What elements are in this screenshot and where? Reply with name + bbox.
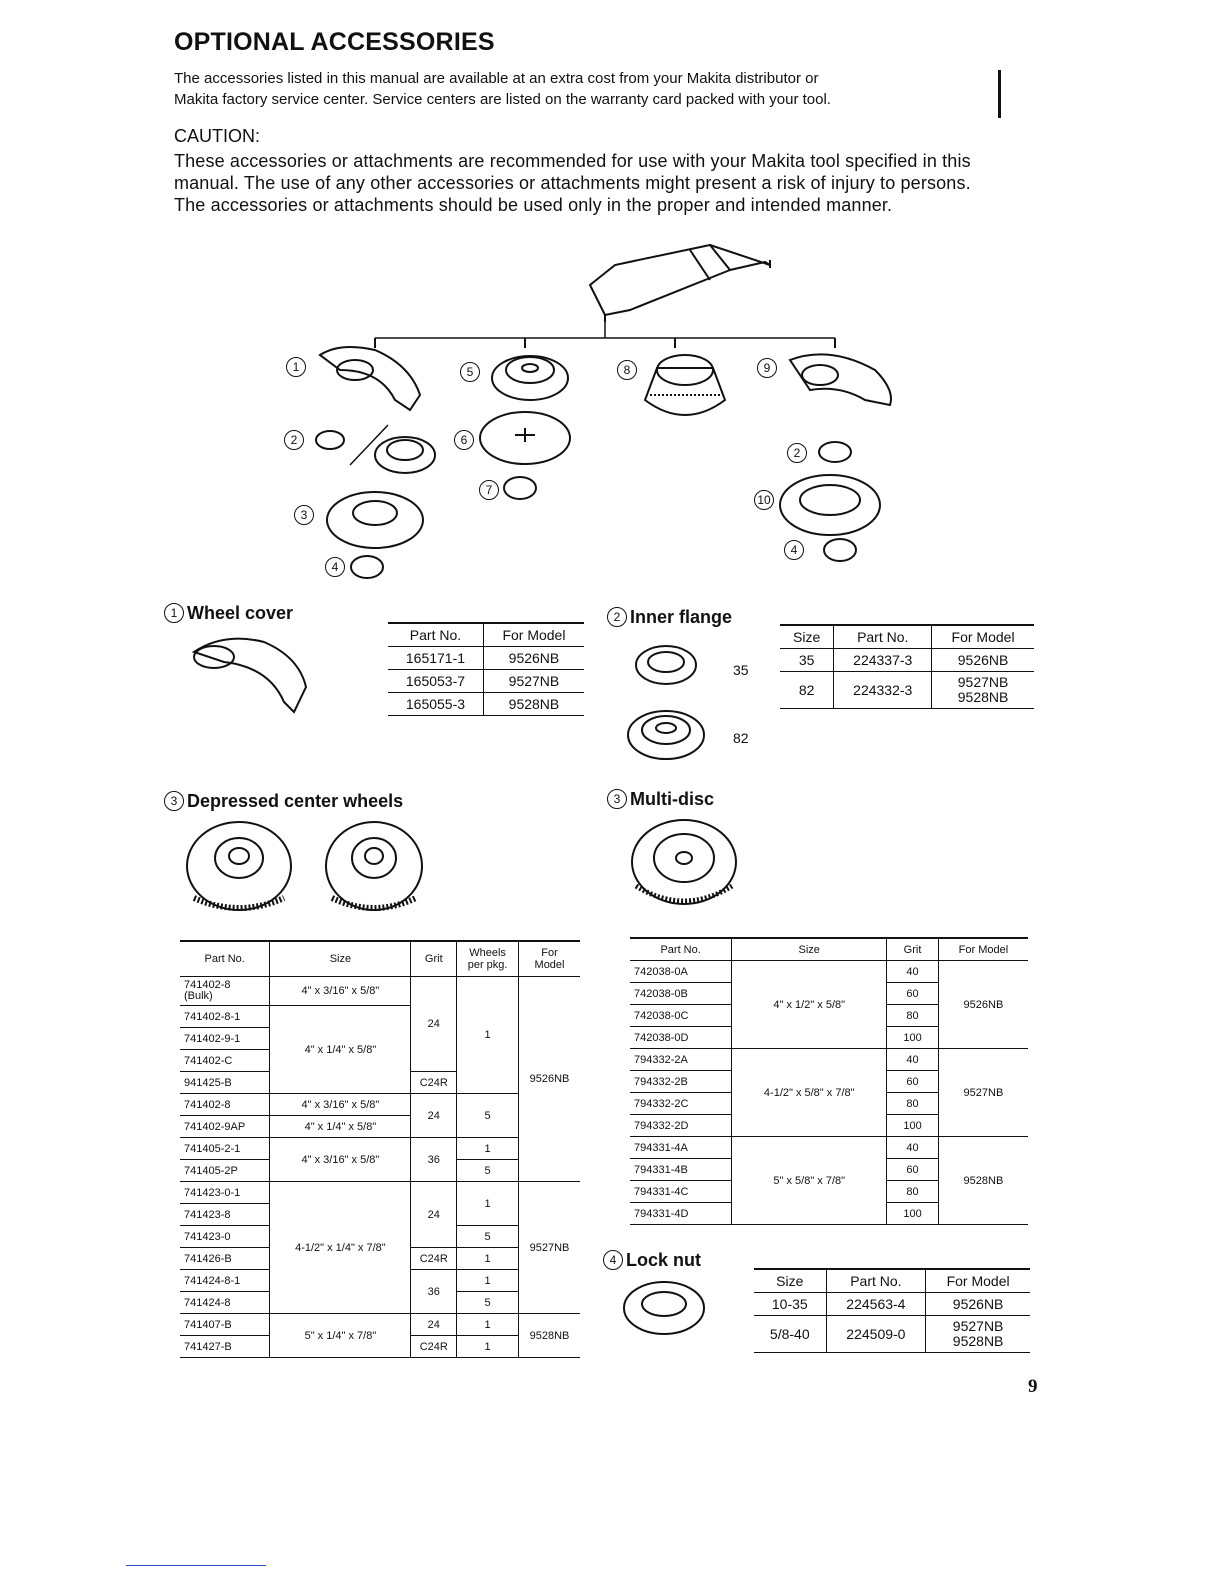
intro-line: The accessories listed in this manual are available at an extra cost from your Makita distributor or <box>174 70 819 87</box>
lock-nut-icon <box>620 1278 710 1338</box>
callout-6: 6 <box>454 430 477 451</box>
multi-disc-icon <box>628 816 748 916</box>
table-row: 794332-2D 100 <box>630 1115 1028 1137</box>
lock-nut-heading: 4 Lock nut <box>603 1250 701 1271</box>
table-row: 741402-8 (Bulk) 4" x 3/16" x 5/8" 24 1 9526NB <box>180 977 580 1006</box>
table-row: 794332-2C 80 <box>630 1093 1028 1115</box>
flange-size-82: 82 <box>733 730 749 746</box>
col-header: Grit <box>887 938 939 961</box>
change-bar <box>998 70 1001 118</box>
table-row: 794332-2B 60 <box>630 1071 1028 1093</box>
table-row: 741402-9-1 <box>180 1028 580 1050</box>
table-row: 10-35 224563-4 9526NB <box>754 1293 1030 1316</box>
table-row: 941425-B C24R <box>180 1072 580 1094</box>
table-row: 794331-4B 60 <box>630 1159 1028 1181</box>
depressed-wheel-illustration <box>327 492 423 548</box>
table-row: 742038-0A 4" x 1/2" x 5/8" 40 9526NB <box>630 961 1028 983</box>
callout-7: 7 <box>479 480 502 501</box>
angle-grinder-illustration <box>590 245 770 322</box>
col-header: Part No. <box>180 941 270 977</box>
col-header: For Model <box>483 623 584 647</box>
table-row: 741427-B C24R 1 <box>180 1336 580 1358</box>
table-row: 741402-8 4" x 3/16" x 5/8" 24 5 <box>180 1094 580 1116</box>
inner-flange-heading: 2 Inner flange <box>607 607 732 628</box>
lock-nut-7-illustration <box>504 477 536 499</box>
col-header: For Model <box>932 625 1034 649</box>
callout-5: 5 <box>460 362 483 383</box>
table-row: 741426-B C24R 1 <box>180 1248 580 1270</box>
table-row: 741423-8 <box>180 1204 580 1226</box>
caution-line: manual. The use of any other accessories or attachments might present a risk of injury to persons. <box>174 173 971 193</box>
wheel-cover-9-illustration <box>790 354 891 405</box>
table-row: 741424-8-1 36 1 <box>180 1270 580 1292</box>
caution-line: These accessories or attachments are recommended for use with your Makita tool specified in this <box>174 151 971 171</box>
table-row: 165053-7 9527NB <box>388 670 584 693</box>
page-title: OPTIONAL ACCESSORIES <box>174 28 495 56</box>
col-header: For Model <box>926 1269 1030 1293</box>
depressed-wheel-icons <box>184 818 434 918</box>
col-header: Part No. <box>388 623 483 647</box>
table-row: 741423-0 5 <box>180 1226 580 1248</box>
cup-brush-illustration <box>645 355 725 415</box>
intro-line: Makita factory service center. Service centers are listed on the warranty card packed with your tool. <box>174 91 831 108</box>
table-row: 165171-1 9526NB <box>388 647 584 670</box>
inner-flange-illustration <box>316 425 435 473</box>
intro-text <box>174 68 974 110</box>
page-number: 9 <box>1028 1376 1038 1397</box>
col-header: For Model <box>938 938 1028 961</box>
footer-rule <box>126 1565 266 1566</box>
multidisc-table <box>630 937 1028 1225</box>
table-row: 742038-0D 100 <box>630 1027 1028 1049</box>
table-row: 5/8-40 224509-0 9527NB 9528NB <box>754 1316 1030 1353</box>
table-row: 165055-3 9528NB <box>388 693 584 716</box>
inner-flange-right-illustration <box>819 442 851 462</box>
table-row: 794331-4D 100 <box>630 1203 1028 1225</box>
disc-5-illustration <box>492 356 568 400</box>
table-row: 741402-8-1 4" x 1/4" x 5/8" <box>180 1006 580 1028</box>
col-header: Size <box>780 625 834 649</box>
col-header: For Model <box>519 941 580 977</box>
callout-2b: 2 <box>787 443 810 464</box>
caution-line: The accessories or attachments should be used only in the proper and intended manner. <box>174 195 893 215</box>
col-header: Wheels per pkg. <box>457 941 519 977</box>
table-row: 794332-2A 4-1/2" x 5/8" x 7/8" 40 9527NB <box>630 1049 1028 1071</box>
multi-disc-illustration <box>780 475 880 535</box>
col-header: Grit <box>411 941 457 977</box>
col-header: Part No. <box>826 1269 926 1293</box>
lock-nut-illustration <box>351 539 856 578</box>
depressed-table <box>180 940 580 1358</box>
wheel-cover-table <box>388 622 584 716</box>
inner-flange-table <box>780 624 1034 709</box>
table-row: 35 224337-3 9526NB <box>780 649 1034 672</box>
table-row: 82 224332-3 9527NB 9528NB <box>780 672 1034 709</box>
callout-3: 3 <box>294 505 317 526</box>
table-row: 742038-0B 60 <box>630 983 1028 1005</box>
flange-size-35: 35 <box>733 662 749 678</box>
depressed-heading: 3 Depressed center wheels <box>164 791 403 812</box>
table-row: 741405-2P 5 <box>180 1160 580 1182</box>
callout-10: 10 <box>754 490 777 511</box>
col-header: Part No. <box>630 938 732 961</box>
callout-1: 1 <box>286 357 309 378</box>
table-row: 741424-8 5 <box>180 1292 580 1314</box>
wheel-cover-illustration <box>320 347 420 410</box>
callout-4b: 4 <box>784 540 807 561</box>
col-header: Size <box>270 941 411 977</box>
table-row: 794331-4C 80 <box>630 1181 1028 1203</box>
table-row: 741402-9AP 4" x 1/4" x 5/8" <box>180 1116 580 1138</box>
caution-text <box>174 150 1054 216</box>
table-row: 741423-0-1 4-1/2" x 1/4" x 7/8" 24 1 9527NB <box>180 1182 580 1204</box>
table-row: 741407-B 5" x 1/4" x 7/8" 24 1 9528NB <box>180 1314 580 1336</box>
disc-6-illustration <box>480 412 570 464</box>
callout-8: 8 <box>617 360 640 381</box>
col-header: Size <box>732 938 887 961</box>
lock-nut-table <box>754 1268 1030 1353</box>
accessory-overview-diagram <box>270 230 910 590</box>
callout-9: 9 <box>757 358 780 379</box>
caution-heading: CAUTION: <box>174 126 261 146</box>
table-row: 742038-0C 80 <box>630 1005 1028 1027</box>
multidisc-heading: 3 Multi-disc <box>607 789 714 810</box>
wheel-cover-heading: 1 Wheel cover <box>164 603 293 624</box>
callout-2: 2 <box>284 430 307 451</box>
wheel-cover-icon <box>184 632 314 722</box>
callout-4: 4 <box>325 557 348 578</box>
col-header: Part No. <box>834 625 932 649</box>
table-row: 794331-4A 5" x 5/8" x 7/8" 40 9528NB <box>630 1137 1028 1159</box>
inner-flange-icons <box>618 640 718 765</box>
table-row: 741405-2-1 4" x 3/16" x 5/8" 36 1 <box>180 1138 580 1160</box>
table-row: 741402-C <box>180 1050 580 1072</box>
col-header: Size <box>754 1269 826 1293</box>
